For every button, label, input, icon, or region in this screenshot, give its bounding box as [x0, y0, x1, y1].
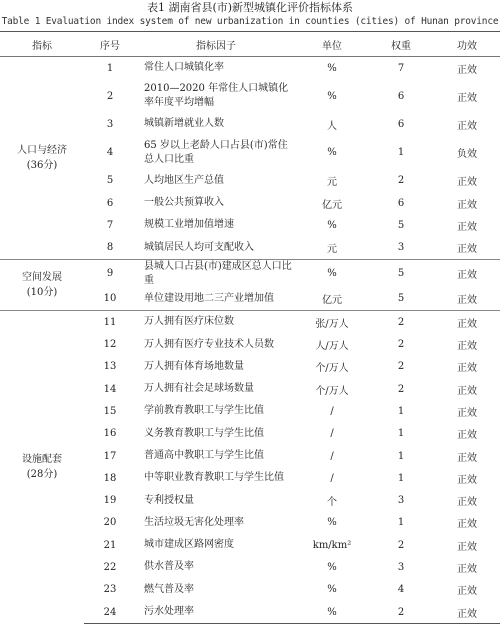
evaluation-index-table	[0, 31, 500, 624]
group-cell	[0, 259, 84, 310]
row-number: 19	[103, 495, 117, 507]
row-number: 15	[103, 405, 117, 417]
row-unit: /	[330, 450, 334, 462]
row-weight: 7	[397, 62, 405, 74]
row-effect: 正效	[457, 92, 477, 104]
group-cell	[0, 311, 84, 624]
row-unit: /	[330, 405, 334, 417]
row-unit: 个	[327, 497, 337, 509]
row-factor: 城镇居民人均可支配收入	[144, 241, 254, 253]
row-weight: 1	[397, 428, 405, 440]
row-weight: 4	[397, 584, 405, 596]
row-number: 23	[103, 584, 117, 596]
row-weight: 2	[397, 539, 405, 551]
group-name: 人口与经济	[17, 144, 67, 156]
row-effect: 正效	[457, 363, 477, 375]
row-factor: 65 岁以上老龄人口占县(市)常住总人口比重	[144, 139, 288, 165]
table-row	[0, 311, 500, 334]
group-score: (28分)	[26, 469, 58, 481]
row-effect: 正效	[434, 601, 500, 624]
row-factor: 学前教育教职工与学生比值	[144, 405, 264, 417]
row-weight: 1	[397, 450, 405, 462]
row-factor: 县城人口占县(市)建成区总人口比重	[136, 259, 296, 288]
row-unit: 元	[327, 244, 337, 256]
row-weight: 2	[397, 383, 405, 395]
row-number: 1	[106, 62, 114, 74]
row-factor: 中等职业教育教职工与学生比值	[144, 472, 284, 484]
row-effect: 正效	[457, 120, 477, 132]
row-number: 7	[106, 219, 114, 231]
row-factor: 供水普及率	[144, 561, 194, 573]
header-number: 序号	[84, 32, 136, 57]
row-number: 12	[103, 339, 117, 351]
row-weight: 1	[397, 472, 405, 484]
row-factor: 万人拥有医疗床位数	[136, 311, 296, 334]
row-unit: %	[296, 601, 368, 624]
row-effect: 正效	[457, 177, 477, 189]
row-effect: 正效	[434, 259, 500, 288]
row-weight: 3	[397, 242, 405, 254]
row-weight: 2	[397, 339, 405, 351]
row-number: 2	[106, 90, 114, 102]
group-name: 空间发展	[22, 271, 62, 283]
row-factor: 一般公共预算收入	[144, 197, 224, 209]
row-factor: 人均地区生产总值	[144, 174, 224, 186]
header-weight: 权重	[368, 32, 434, 57]
row-number: 13	[103, 361, 117, 373]
row-unit: %	[327, 219, 337, 231]
row-unit: %	[327, 147, 337, 159]
header-row	[0, 32, 500, 57]
group-score: (10分)	[26, 286, 58, 298]
row-unit: /	[330, 428, 334, 440]
row-unit: %	[327, 561, 337, 573]
row-effect: 正效	[457, 407, 477, 419]
row-weight: 3	[397, 495, 405, 507]
row-unit: 人	[327, 120, 337, 132]
row-effect: 正效	[457, 295, 477, 307]
row-effect: 正效	[457, 64, 477, 76]
row-unit: %	[327, 62, 337, 74]
row-weight: 6	[397, 197, 405, 209]
row-number: 16	[103, 428, 117, 440]
header-effect: 功效	[434, 32, 500, 57]
row-effect: 正效	[457, 385, 477, 397]
row-effect: 负效	[457, 149, 477, 161]
row-unit: 亿元	[322, 199, 342, 211]
row-unit: 人/万人	[315, 341, 349, 353]
row-effect: 正效	[457, 586, 477, 598]
row-factor: 污水处理率	[136, 601, 296, 624]
row-unit: %	[327, 517, 337, 529]
row-effect: 正效	[457, 474, 477, 486]
row-number: 4	[106, 147, 114, 159]
row-factor: 万人拥有医疗专业技术人员数	[144, 338, 274, 350]
row-factor: 专利授权量	[144, 494, 194, 506]
row-weight: 5	[397, 219, 405, 231]
row-number: 24	[84, 601, 136, 624]
group-name: 设施配套	[22, 454, 62, 466]
row-effect: 正效	[457, 541, 477, 553]
row-weight: 3	[397, 561, 405, 573]
row-unit: 个/万人	[315, 363, 349, 375]
row-unit: %	[296, 259, 368, 288]
row-factor: 常住人口城镇化率	[144, 62, 224, 74]
header-factor: 指标因子	[136, 32, 296, 57]
row-weight: 2	[368, 601, 434, 624]
row-factor: 义务教育教职工与学生比值	[144, 427, 264, 439]
row-effect: 正效	[457, 563, 477, 575]
row-factor: 普通高中教职工与学生比值	[144, 450, 264, 461]
table-row	[0, 57, 500, 80]
row-number: 17	[103, 450, 117, 462]
row-weight: 6	[397, 118, 405, 130]
row-unit: 个/万人	[315, 385, 349, 397]
row-unit: /	[330, 472, 334, 484]
row-number: 5	[106, 175, 114, 187]
header-indicator: 指标	[0, 32, 84, 57]
row-weight: 6	[397, 90, 405, 102]
row-factor: 规模工业增加值增速	[144, 219, 234, 231]
row-factor: 万人拥有体育场地数量	[144, 360, 244, 372]
group-cell	[0, 57, 84, 260]
row-effect: 正效	[434, 311, 500, 334]
row-unit: km/km²	[312, 539, 352, 551]
row-factor: 单位建设用地二三产业增加值	[144, 292, 274, 304]
row-number: 3	[106, 118, 114, 130]
table-row	[0, 259, 500, 288]
row-weight: 1	[397, 147, 405, 159]
row-unit: %	[327, 90, 337, 102]
row-factor: 城市建成区路网密度	[144, 539, 234, 551]
row-weight: 2	[397, 175, 405, 187]
row-factor: 2010—2020 年常住人口城镇化率年度平均增幅	[144, 83, 289, 109]
row-number: 8	[106, 242, 114, 254]
row-effect: 正效	[457, 497, 477, 509]
row-weight: 2	[368, 311, 434, 334]
row-effect: 正效	[457, 221, 477, 233]
row-effect: 正效	[457, 519, 477, 531]
header-unit: 单位	[296, 32, 368, 57]
row-number: 18	[103, 472, 117, 484]
row-effect: 正效	[457, 199, 477, 211]
row-weight: 1	[397, 405, 405, 417]
row-weight: 2	[397, 361, 405, 373]
row-unit: 亿元	[322, 295, 342, 307]
row-weight: 5	[397, 293, 405, 305]
row-weight: 1	[397, 517, 405, 529]
row-effect: 正效	[457, 452, 477, 464]
row-unit: 张/万人	[296, 311, 368, 334]
row-factor: 燃气普及率	[144, 583, 194, 595]
row-number: 20	[103, 517, 117, 529]
row-effect: 正效	[457, 341, 477, 353]
row-effect: 正效	[457, 430, 477, 442]
group-score: (36分)	[26, 159, 58, 171]
row-number: 9	[84, 259, 136, 288]
row-number: 14	[103, 383, 117, 395]
row-unit: 元	[327, 177, 337, 189]
row-number: 11	[84, 311, 136, 334]
table-title-english: Table 1 Evaluation index system of new urbanization in counties (cities) of Hunan province	[1, 16, 499, 27]
row-effect: 正效	[457, 244, 477, 256]
table-title-chinese: 表1 湖南省县(市)新型城镇化评价指标体系	[146, 1, 354, 14]
row-number: 6	[106, 197, 114, 209]
row-weight: 5	[368, 259, 434, 288]
row-number: 22	[103, 561, 117, 573]
row-factor: 生活垃圾无害化处理率	[144, 516, 244, 528]
row-number: 21	[103, 539, 117, 551]
row-factor: 万人拥有社会足球场数量	[144, 383, 254, 395]
row-factor: 城镇新增就业人数	[144, 118, 224, 130]
row-unit: %	[327, 584, 337, 596]
row-number: 10	[103, 293, 117, 305]
